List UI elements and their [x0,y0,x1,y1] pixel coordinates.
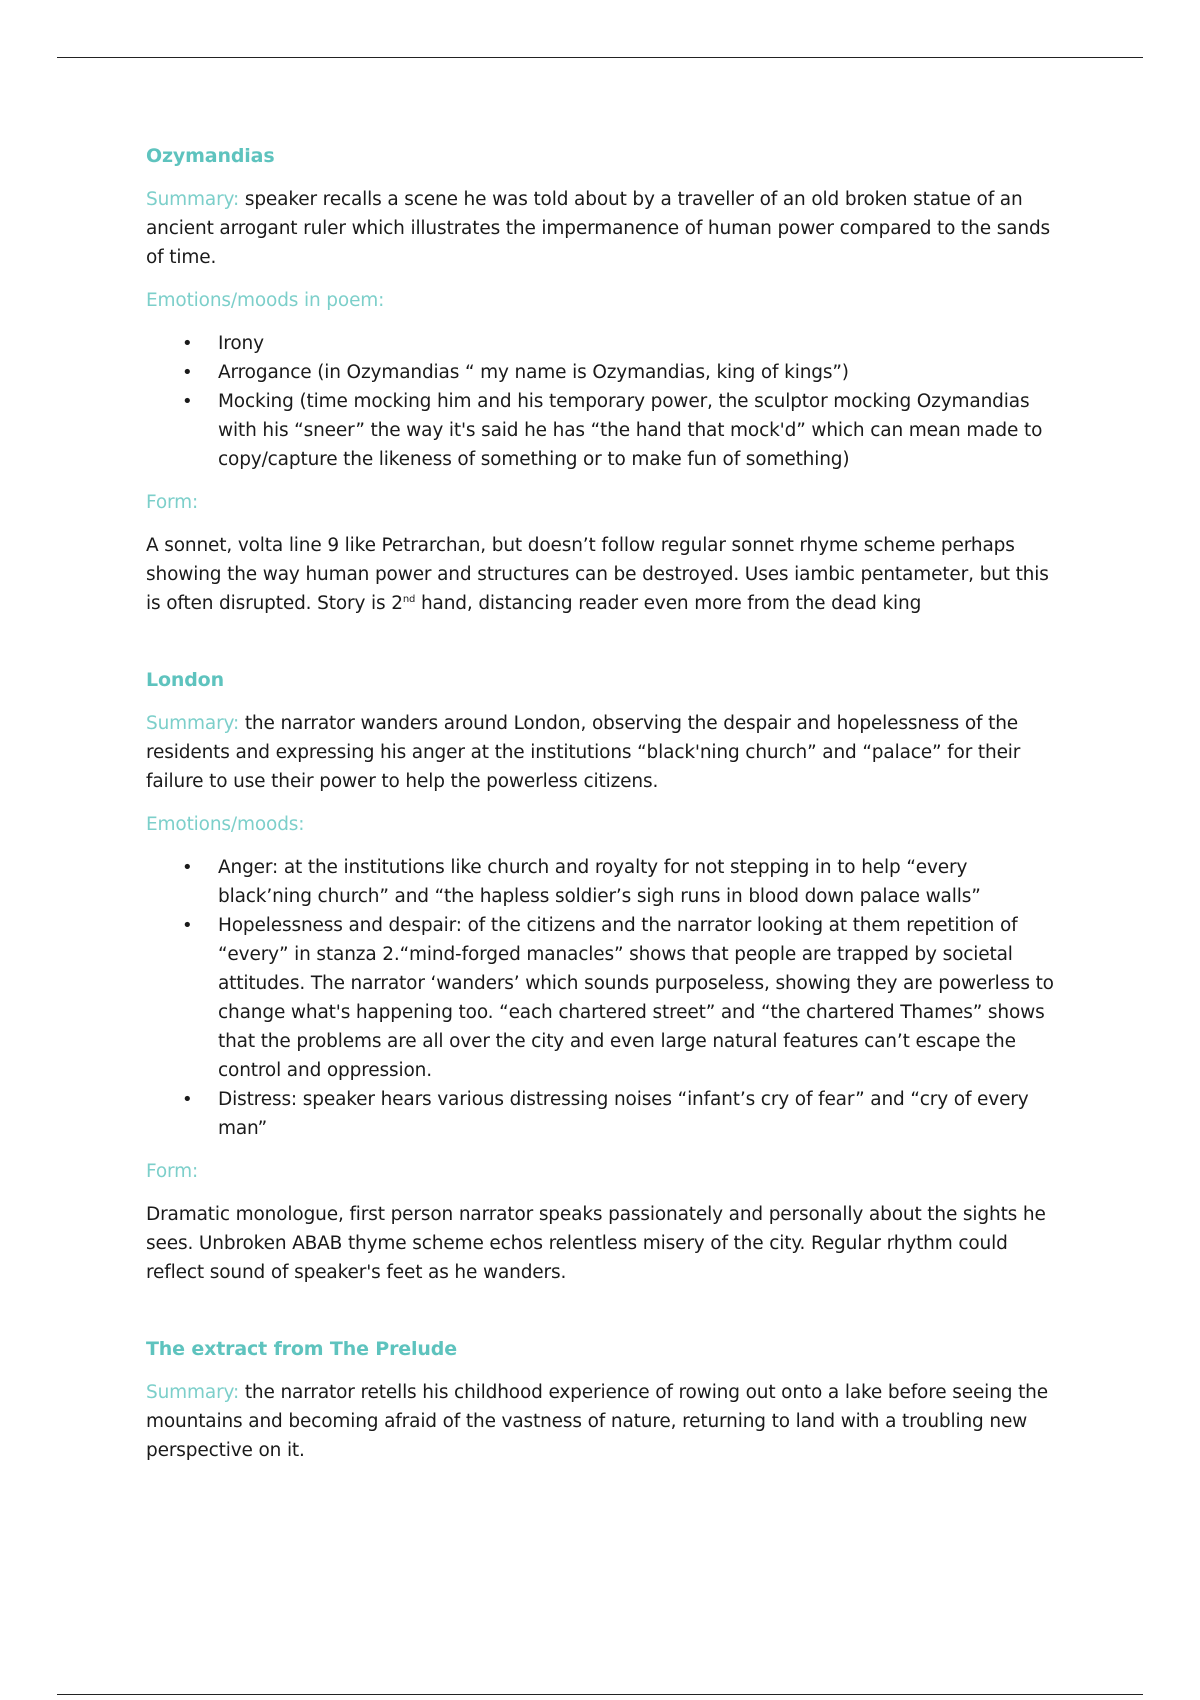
form-text-continued: hand, distancing reader even more from the dead king [415,593,922,614]
form-paragraph [146,531,1066,618]
list-item-text: Anger: at the institutions like church and royalty for not stepping in to help “every black’ning church” and “the hapless soldier’s sigh runs in blood down palace walls” [218,857,981,907]
list-item-text: Distress: speaker hears various distressing noises “infant’s cry of fear” and “cry of every man” [218,1089,1029,1139]
summary-text: the narrator retells his childhood experience of rowing out onto a lake before seeing the mountains and becoming afraid of the vastness of nature, returning to land with a troubling new perspective on it. [146,1382,1048,1461]
list-item [146,911,1066,1085]
summary-paragraph [146,709,1066,796]
summary-paragraph [146,185,1066,272]
bullet-icon: • [182,391,193,412]
section-london [146,666,1066,1287]
section-ozymandias [146,142,1066,618]
form-text: A sonnet, volta line 9 like Petrarchan, but doesn’t follow regular sonnet rhyme scheme perhaps showing the way human power and structures can be destroyed. Uses iambic pentameter, but this is often disrupted. Story is 2 [146,535,1049,614]
list-item-text: Arrogance (in Ozymandias “ my name is Ozymandias, king of kings”) [218,362,849,383]
form-paragraph [146,1200,1066,1287]
moods-list [146,329,1066,474]
section-title: The extract from The Prelude [146,1338,457,1360]
moods-heading: Emotions/moods: [146,814,305,835]
form-text: Dramatic monologue, first person narrator speaks passionately and personally about the sights he sees. Unbroken ABAB thyme scheme echos relentless misery of the city. Regular rhythm could reflect sound of speaker's feet as he wanders. [146,1204,1046,1283]
bullet-icon: • [182,915,193,936]
bullet-icon: • [182,857,193,878]
bottom-page-rule [57,1694,1143,1695]
list-item [146,387,1066,474]
summary-paragraph [146,1378,1066,1465]
bullet-icon: • [182,333,193,354]
summary-text: the narrator wanders around London, observing the despair and hopelessness of the residents and expressing his anger at the institutions “black'ning church” and “palace” for their failure to use their power to help the powerless citizens. [146,713,1021,792]
list-item-text: Irony [218,333,264,354]
section-title: London [146,669,224,691]
list-item [146,853,1066,911]
list-item-text: Mocking (time mocking him and his temporary power, the sculptor mocking Ozymandias with his “sneer” the way it's said he has “the hand that mock'd” which can mean made to copy/capture the likeness of something or to make fun of something) [218,391,1043,470]
form-heading: Form: [146,1161,199,1182]
list-item [146,358,1066,387]
top-page-rule [57,57,1143,58]
moods-heading: Emotions/moods in poem: [146,290,385,311]
section-title: Ozymandias [146,145,275,167]
summary-text: speaker recalls a scene he was told about by a traveller of an old broken statue of an ancient arrogant ruler which illustrates the impermanence of human power compared to the sands of time. [146,189,1051,268]
list-item [146,329,1066,358]
list-item-text: Hopelessness and despair: of the citizens and the narrator looking at them repetition of “every” in stanza 2.“mind-forged manacles” shows that people are trapped by societal attitudes. The narrator ‘wanders’ which sounds purposeless, showing they are powerless to change what's happening too. “each chartered street” and “the chartered Thames” shows that the problems are all over the city and even large natural features can’t escape the control and oppression. [218,915,1054,1081]
bullet-icon: • [182,362,193,383]
ordinal-superscript: nd [402,593,416,605]
form-heading: Form: [146,492,199,513]
bullet-icon: • [182,1089,193,1110]
moods-list [146,853,1066,1143]
summary-label: Summary: [146,713,240,734]
document-body [146,142,1066,1479]
list-item [146,1085,1066,1143]
section-prelude [146,1335,1066,1465]
summary-label: Summary: [146,189,240,210]
summary-label: Summary: [146,1382,240,1403]
